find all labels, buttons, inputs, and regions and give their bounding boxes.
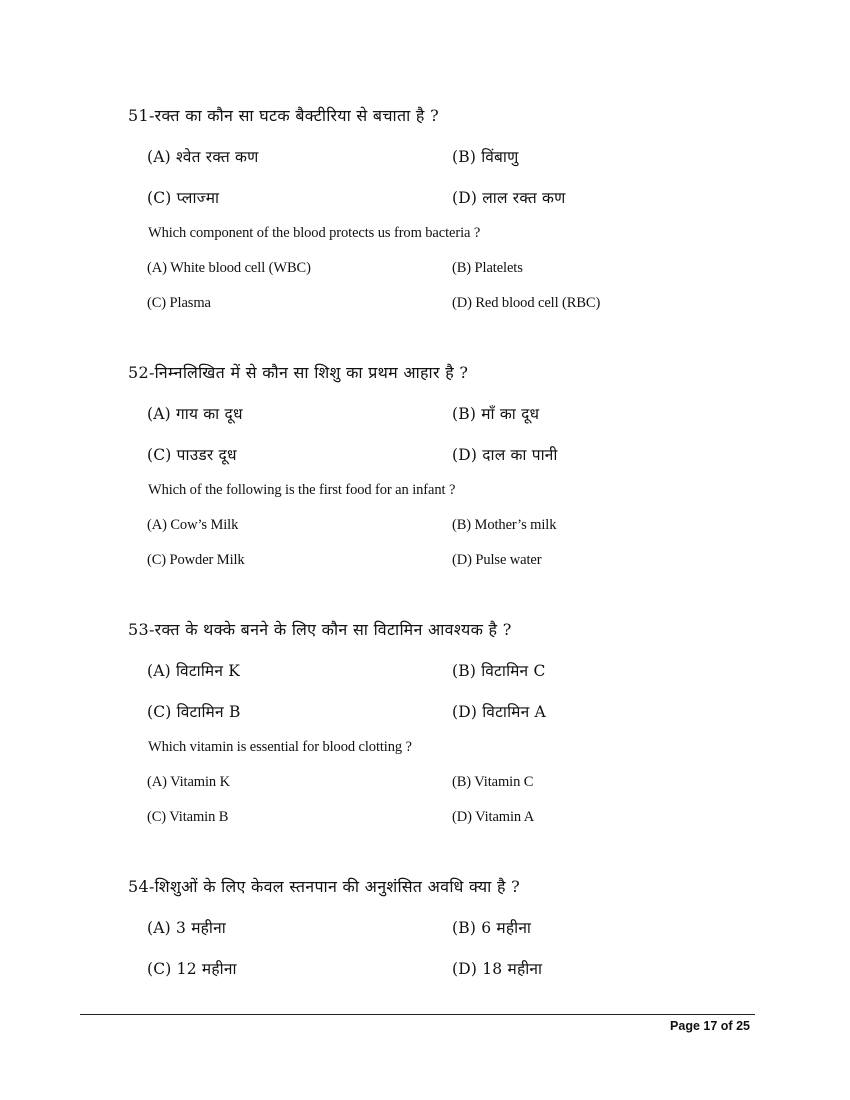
question-52-english: Which of the following is the first food for an infant ? <box>148 482 456 498</box>
question-53-hindi: 53-रक्त के थक्के बनने के लिए कौन सा विटामिन आवश्यक है ? <box>128 620 512 639</box>
q51-hi-option-d: (D) लाल रक्त कण <box>452 189 566 207</box>
page-number-footer <box>670 1019 750 1033</box>
q53-hi-option-b: (B) विटामिन C <box>452 662 546 680</box>
page-label: Page <box>670 1019 700 1033</box>
q54-hi-option-b: (B) 6 महीना <box>452 919 532 937</box>
q51-hi-option-a: (A) श्वेत रक्त कण <box>147 148 259 166</box>
q53-hi-option-c: (C) विटामिन B <box>147 703 241 721</box>
q52-hi-option-b: (B) माँ का दूध <box>452 405 540 423</box>
question-54-hindi: 54-शिशुओं के लिए केवल स्तनपान की अनुशंसित अवधि क्या है ? <box>128 877 521 896</box>
footer-divider <box>80 1014 755 1015</box>
q52-hi-option-d: (D) दाल का पानी <box>452 446 558 464</box>
q51-hi-option-c: (C) प्लाज्मा <box>147 189 220 207</box>
question-51-hindi: 51-रक्त का कौन सा घटक बैक्टीरिया से बचाता है ? <box>128 106 439 125</box>
page-total: 25 <box>736 1019 750 1033</box>
q53-en-option-d: (D) Vitamin A <box>452 809 535 825</box>
page-current: 17 <box>703 1019 718 1033</box>
question-52-hindi: 52-निम्नलिखित में से कौन सा शिशु का प्रथम आहार है ? <box>128 363 469 382</box>
page-of-label: of <box>720 1019 733 1033</box>
q52-en-option-b: (B) Mother’s milk <box>452 517 557 533</box>
q53-en-option-a: (A) Vitamin K <box>147 774 230 790</box>
q54-hi-option-a: (A) 3 महीना <box>147 919 226 937</box>
q51-en-option-c: (C) Plasma <box>147 295 211 311</box>
q51-hi-option-b: (B) विंबाणु <box>452 148 519 166</box>
q52-hi-option-c: (C) पाउडर दूध <box>147 446 237 464</box>
q51-en-option-b: (B) Platelets <box>452 260 523 276</box>
q54-hi-option-c: (C) 12 महीना <box>147 960 237 978</box>
q53-en-option-c: (C) Vitamin B <box>147 809 229 825</box>
q53-hi-option-a: (A) विटामिन K <box>147 662 241 680</box>
q51-en-option-d: (D) Red blood cell (RBC) <box>452 295 601 311</box>
q54-hi-option-d: (D) 18 महीना <box>452 960 543 978</box>
question-51-english: Which component of the blood protects us from bacteria ? <box>148 225 481 241</box>
q51-en-option-a: (A) White blood cell (WBC) <box>147 260 311 276</box>
q52-en-option-a: (A) Cow’s Milk <box>147 517 239 533</box>
question-53-english: Which vitamin is essential for blood clotting ? <box>148 739 412 755</box>
q52-en-option-c: (C) Powder Milk <box>147 552 245 568</box>
q53-en-option-b: (B) Vitamin C <box>452 774 534 790</box>
q52-hi-option-a: (A) गाय का दूध <box>147 405 243 423</box>
q52-en-option-d: (D) Pulse water <box>452 552 542 568</box>
q53-hi-option-d: (D) विटामिन A <box>452 703 546 721</box>
